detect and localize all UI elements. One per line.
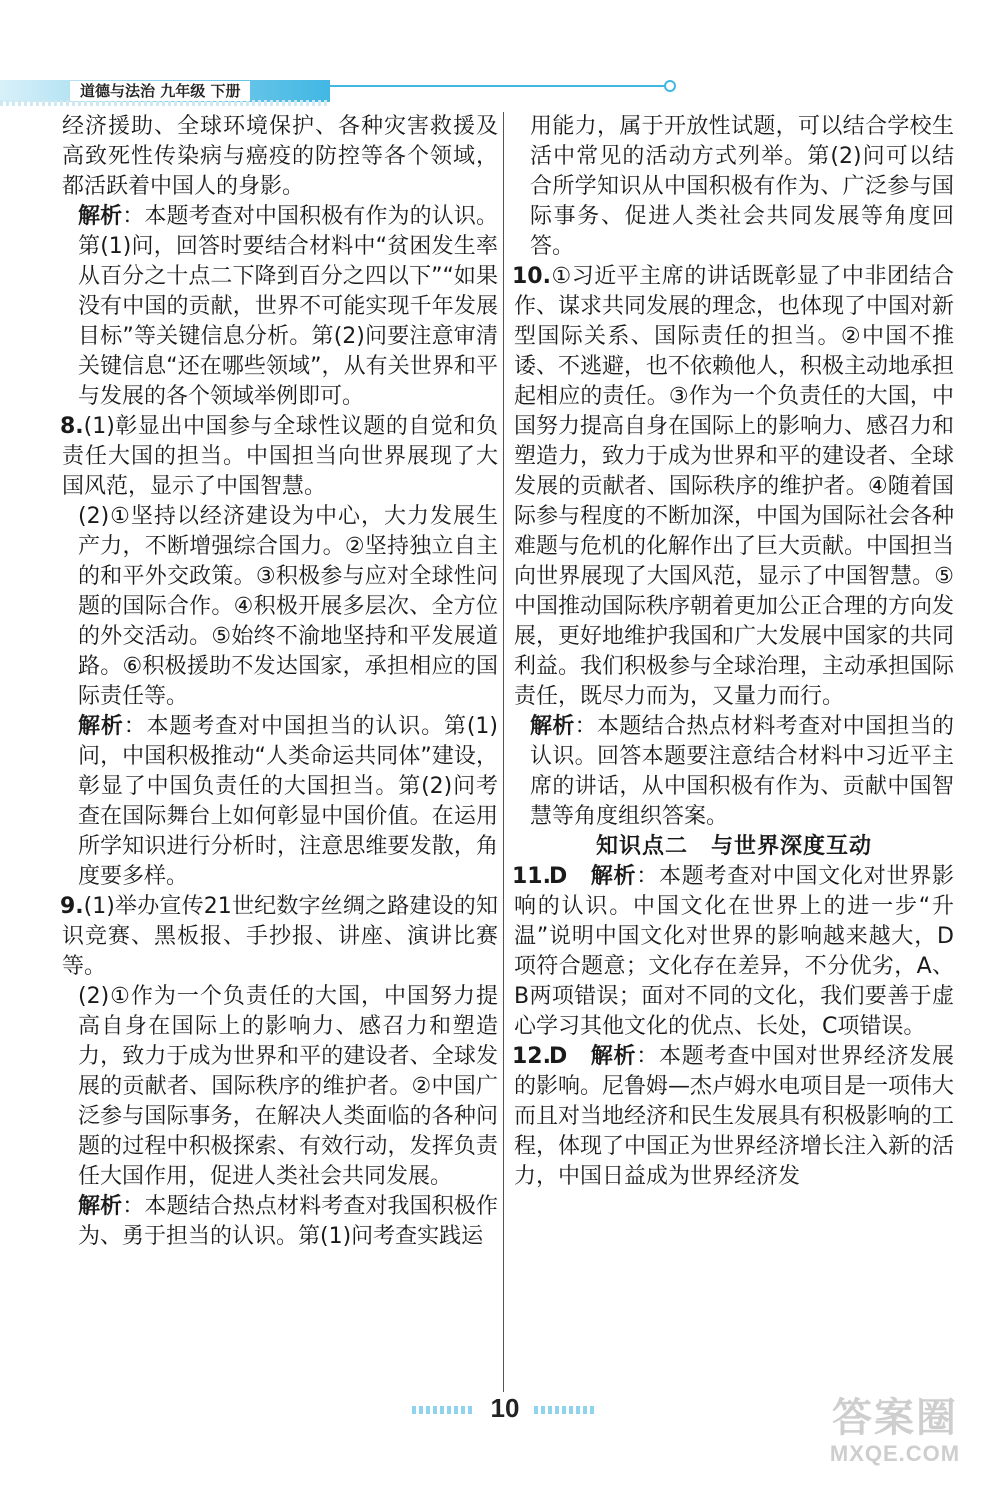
question-10-analysis [514, 712, 954, 832]
analysis-label: 解析 [590, 1044, 637, 1069]
question-number: 12. [512, 1044, 551, 1069]
analysis-continuation: 用能力，属于开放性试题，可以结合学校生活中常见的活动方式列举。第(2)问可以结合所学知识从中国积极有作为、广泛参与国际事务、促进人类社会共同发展等角度回答。 [530, 114, 954, 259]
watermark-line-2: MXQE.COM [829, 1441, 961, 1466]
analysis-paragraph [62, 202, 498, 412]
analysis-text: ：本题考查对中国文化对世界影响的认识。中国文化在世界上的进一步“升温”说明中国文化对世界的影响越来越大，D项符合题意；文化存在差异，不分优劣，A、B两项错误；面对不同的文化，我们要善于虚心学习其他文化的优点、长处，C项错误。 [514, 864, 954, 1039]
header-rule [330, 85, 665, 87]
analysis-text: ：本题考查对中国积极有作为的认识。第(1)问，回答时要结合材料中“贫困发生率从百分之十点二下降到百分之四以下”“如果没有中国的贡献，世界不可能实现千年发展目标”等关键信息分析。第(2)问要注意审清关键信息“还在哪些领域”，从有关世界和平与发展的各个领域举例即可。 [78, 204, 498, 409]
analysis-label: 解析 [590, 864, 637, 889]
analysis-label: 解析 [78, 204, 123, 229]
analysis-text: ：本题结合热点材料考查对我国积极作为、勇于担当的认识。第(1)问考查实践运 [78, 1194, 498, 1249]
question-12-answer [514, 1042, 954, 1192]
answer-text: ①习近平主席的讲话既彰显了中非团结合作、谋求共同发展的理念，也体现了中国对新型国际关系、国际责任的担当。②中国不推诿、不逃避，也不依赖他人，积极主动地承担起相应的责任。③作为一个负责任的大国，中国努力提高自身在国际上的影响力、感召力和塑造力，致力于成为世界和平的建设者、全球发展的贡献者、国际秩序的维护者。④随着国际参与程度的不断加深，中国为国际社会各种难题与危机的化解作出了巨大贡献。中国担当向世界展现了大国风范，显示了中国智慧。⑤中国推动国际秩序朝着更加公正合理的方向发展，更好地维护我国和广大发展中国家的共同利益。我们积极参与全球治理，主动承担国际责任，既尽力而为，又量力而行。 [514, 264, 955, 709]
analysis-text: ：本题考查中国对世界经济发展的影响。尼鲁姆—杰卢姆水电项目是一项伟大而且对当地经济和民生发展具有积极影响的工程，体现了中国正为世界经济增长注入新的活力，中国日益成为世界经济发 [514, 1044, 955, 1189]
header-circle-icon [664, 80, 676, 92]
site-watermark [800, 1395, 990, 1475]
analysis-text: ：本题考查对中国担当的认识。第(1)问，中国积极推动“人类命运共同体”建设，彰显了中国负责任的大国担当。第(2)问考查在国际舞台上如何彰显中国价值。在运用所学知识进行分析时，注意思维要发散，角度要多样。 [78, 714, 498, 889]
question-8-answer-1 [62, 412, 498, 502]
left-column [62, 112, 498, 1252]
answer-choice: D [548, 864, 568, 889]
right-column [514, 112, 954, 1192]
question-8-answer-2: (2)①坚持以经济建设为中心，大力发展生产力，不断增强综合国力。②坚持独立自主的和平外交政策。③积极参与应对全球性问题的国际合作。④积极开展多层次、全方位的外交活动。⑤始终不渝地坚持和平发展道路。⑥积极援助不发达国家，承担相应的国际责任等。 [78, 504, 498, 709]
running-header [0, 74, 1000, 110]
analysis-label: 解析 [78, 714, 124, 739]
question-8-analysis [62, 712, 498, 892]
analysis-label: 解析 [530, 714, 575, 739]
question-11-answer [514, 862, 954, 1042]
question-number: 11. [512, 864, 551, 889]
page-number: 10 [490, 1393, 520, 1423]
book-title: 道德与法治 九年级 下册 [70, 81, 250, 101]
analysis-label: 解析 [78, 1194, 123, 1219]
question-9-answer-2: (2)①作为一个负责任的大国，中国努力提高自身在国际上的影响力、感召力和塑造力，致力于成为世界和平的建设者、全球发展的贡献者、国际秩序的维护者。②中国广泛参与国际事务，在解决人类面临的各种问题的过程中积极探索、有效行动，发挥负责任大国作用，促进人类社会共同发展。 [78, 984, 498, 1189]
question-number: 8. [60, 414, 84, 439]
answer-continuation: 经济援助、全球环境保护、各种灾害救援及高致死性传染病与癌疫的防控等各个领域，都活跃着中国人的身影。 [62, 114, 498, 199]
question-10-answer [514, 262, 954, 712]
section-heading: 知识点二 与世界深度互动 [595, 834, 872, 859]
answer-text: (1)彰显出中国参与全球性议题的自觉和负责任大国的担当。中国担当向世界展现了大国风范，显示了中国智慧。 [62, 414, 498, 499]
footer-decoration-left [412, 1406, 474, 1414]
footer-decoration-right [534, 1406, 596, 1414]
answer-text: (1)举办宣传21世纪数字丝绸之路建设的知识竞赛、黑板报、手抄报、讲座、演讲比赛等。 [62, 894, 498, 979]
question-9-answer-1 [62, 892, 498, 982]
analysis-text: ：本题结合热点材料考查对中国担当的认识。回答本题要注意结合材料中习近平主席的讲话，从中国积极有作为、贡献中国智慧等角度组织答案。 [530, 714, 954, 829]
question-number: 9. [60, 894, 84, 919]
watermark-line-1: 答案圈 [832, 1396, 958, 1440]
question-number: 10. [512, 264, 551, 289]
answer-choice: D [548, 1044, 568, 1069]
column-divider [503, 112, 504, 1392]
question-9-analysis [62, 1192, 498, 1252]
